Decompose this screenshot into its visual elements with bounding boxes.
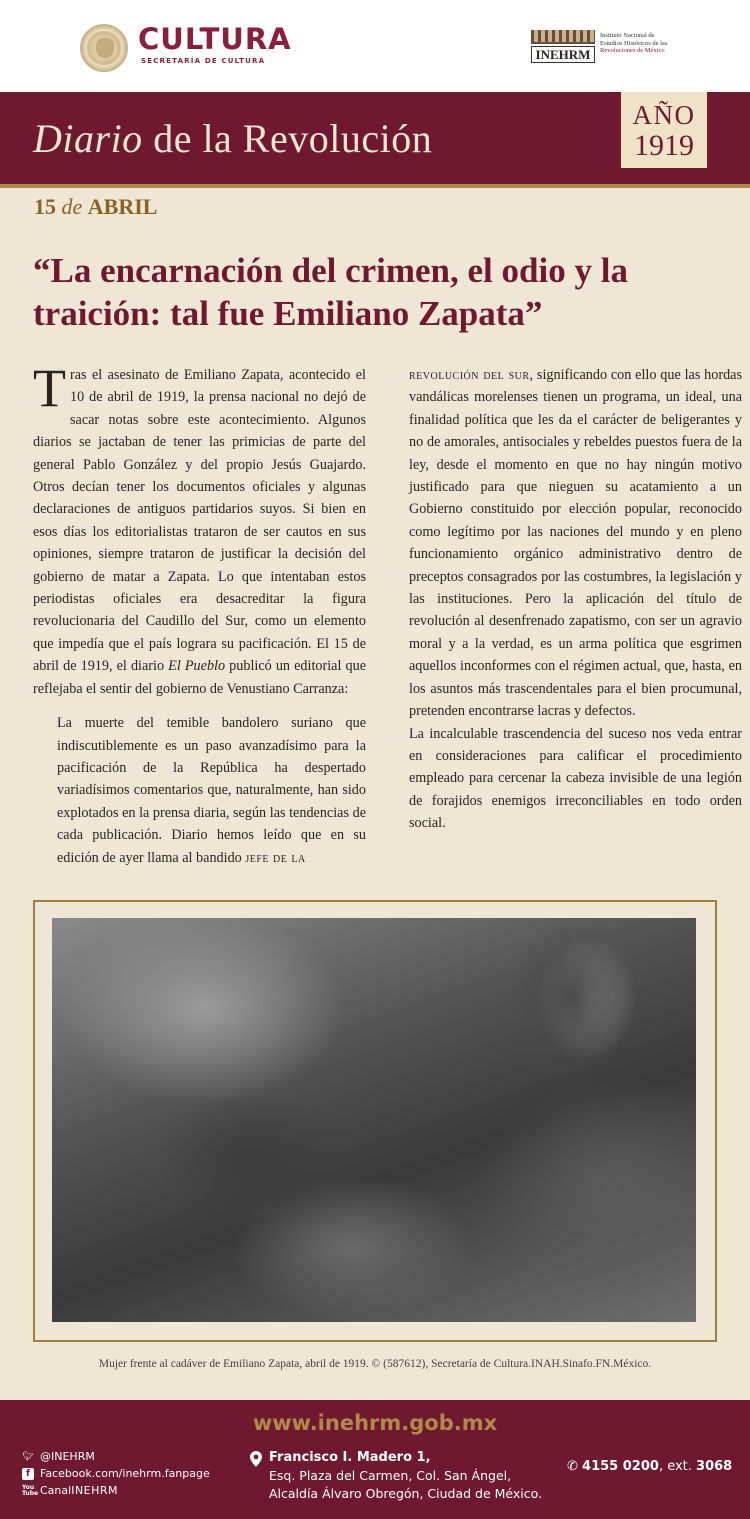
article-column-left xyxy=(33,358,366,869)
location-pin-icon xyxy=(250,1451,262,1467)
facebook-icon: f xyxy=(22,1468,34,1480)
address-street: Francisco I. Madero 1, xyxy=(269,1450,431,1465)
header-divider xyxy=(0,184,750,188)
youtube-icon: You Tube xyxy=(22,1483,39,1497)
website-link[interactable]: www.inehrm.gob.mx xyxy=(252,1411,498,1435)
inehrm-logo xyxy=(531,30,679,64)
national-seal-logo xyxy=(80,24,128,72)
inehrm-logo-description: Instituto Nacional de Estudios Históricos de las Revoluciones de México xyxy=(600,32,668,54)
year-value: 1919 xyxy=(634,129,694,162)
social-links xyxy=(22,1448,210,1499)
address-city: Alcaldía Álvaro Obregón, Ciudad de México. xyxy=(269,1486,543,1501)
article-paragraph: Tras el asesinato de Emiliano Zapata, acontecido el 10 de abril de 1919, la prensa nacional no dejó de sacar notas sobre este acontecimiento. Algunos diarios se jactaban de tener las primicias de parte del general Pablo González y del propio Jesús Guajardo. Otros decían tener los documentos oficiales y algunas declaraciones de antiguos partidarios suyos. Si bien en esos días los editorialistas trataron de ser cautos en sus opiniones, siempre trataron de justificar la decisión del gobierno de matar a Zapata. Lo que intentaban estos periodistas oficiales era desacreditar la figura revolucionaria del Caudillo del Sur, como un elemento que impedía que el país lograra su pacificación. El 15 de abril de 1919, el diario El Pueblo publicó un editorial que reflejaba el sentir del gobierno de Venustiano Carranza: xyxy=(33,358,366,697)
newspaper-name: El Pueblo xyxy=(168,658,226,675)
year-badge xyxy=(621,92,707,168)
historical-photo xyxy=(52,918,696,1322)
address xyxy=(250,1449,542,1503)
cultura-subtitle: SECRETARÍA DE CULTURA xyxy=(141,57,266,65)
photo-caption: Mujer frente al cadáver de Emiliano Zapata, abril de 1919. © (587612), Secretaría de Cultura.INAH.Sinafo.FN.México. xyxy=(98,1358,652,1370)
page-title: Diario de la Revolución xyxy=(33,116,433,161)
address-neighborhood: Esq. Plaza del Carmen, Col. San Ángel, xyxy=(269,1468,512,1483)
article-paragraph: revolución del sur, significando con ello que las hordas vandálicas morelenses tienen un programa, un ideal, una finalidad política que les da el carácter de beligerantes y no de amorales, antisociales y rebeldes puestos fuera de la ley, desde el momento en que no hay ningún motivo justificado para que nieguen su acatamiento a un Gobierno constituido por elección popular, reconocido como legítimo por las naciones del mundo y en pleno funcionamiento orgánico administrativo dentro de preceptos consagrados por las costumbres, la legislación y las instituciones. Pero la aplicación del título de revolución al desenfrenado zapatismo, con ser un agravio moral y a la verdad, es un arma política que esgrimen aquellos inconformes con el régimen actual, que, hasta, en los asuntos más trascendentales para el bien procumunal, pretenden encontrarse lacras y defectos. xyxy=(409,367,743,720)
phone-icon: ✆ xyxy=(567,1459,578,1474)
article-column-right xyxy=(409,364,742,835)
twitter-link[interactable]: 🐦︎ @INEHRM xyxy=(22,1450,95,1463)
year-label: AÑO xyxy=(632,100,696,130)
phone-contact[interactable]: ✆ 4155 0200, ext. 3068 xyxy=(567,1459,733,1474)
youtube-link[interactable]: You Tube Canal INEHRM xyxy=(22,1483,119,1497)
article-date: 15 de ABRIL xyxy=(34,194,158,219)
cultura-logo-text: CULTURA xyxy=(138,22,292,56)
facebook-link[interactable]: f Facebook.com/inehrm.fanpage xyxy=(22,1465,210,1482)
editorial-quote: La muerte del temible bandolero suriano que indiscutiblemente es un paso avanzadísimo para la pacificación de la República ha despertado variadísimos comentarios que, naturalmente, han sido explotados en la prensa diaria, según las tendencias de cada publicación. Diario hemos leído que en su edición de ayer llama al bandido jefe de la xyxy=(57,715,366,866)
building-icon xyxy=(531,30,595,44)
twitter-icon: 🐦︎ xyxy=(22,1451,34,1462)
article-paragraph: La incalculable trascendencia del suceso nos veda entrar en consideraciones para calificar el procedimiento empleado para cercenar la cabeza invisible de una legión de forajidos enemigos irreconciliables en todo orden social. xyxy=(409,725,742,832)
article-headline: “La encarnación del crimen, el odio y la traición: tal fue Emiliano Zapata” xyxy=(33,251,628,333)
drop-cap: T xyxy=(33,358,66,418)
inehrm-logo-name: INEHRM xyxy=(531,46,595,63)
